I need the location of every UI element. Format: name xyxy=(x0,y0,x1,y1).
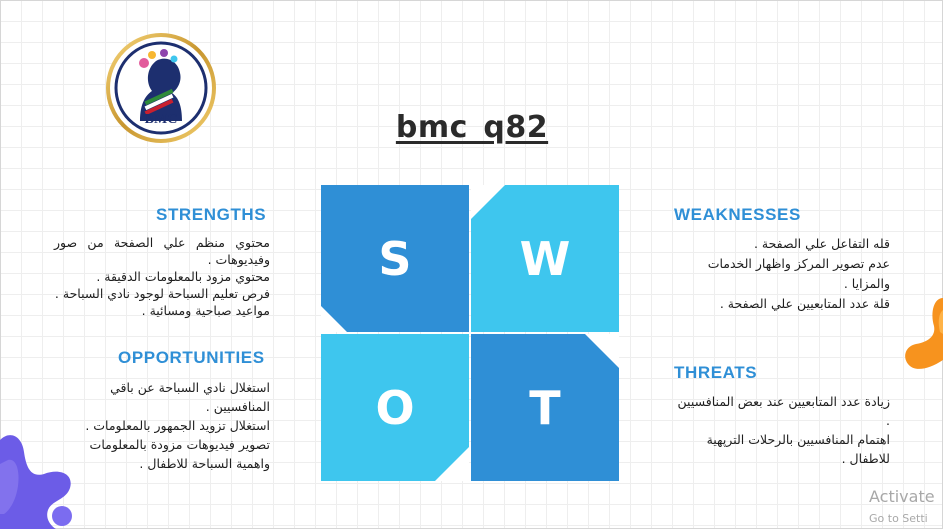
opportunities-heading: OPPORTUNITIES xyxy=(118,348,265,367)
orange-blob-decoration xyxy=(898,290,943,380)
activate-watermark: Activate xyxy=(869,487,935,506)
list-item: تصوير فيديوهات مزودة بالمعلومات واهمية السباحة للاطفال . xyxy=(89,437,270,471)
swot-letter-w: W xyxy=(519,231,571,286)
fold-corner xyxy=(321,306,347,332)
list-item: استغلال تزويد الجمهور بالمعلومات . xyxy=(85,418,270,433)
swot-letter-s: S xyxy=(378,231,412,286)
strengths-list xyxy=(54,234,270,319)
swot-letter-o: O xyxy=(375,380,415,435)
swot-quadrant-o xyxy=(321,334,469,481)
logo-text: BMC xyxy=(144,112,178,127)
list-item: اهتمام المنافسيين بالرحلات الترپهية للاطفال . xyxy=(706,432,890,466)
list-item: عدم تصوير المركز واظهار الخدمات والمزايا . xyxy=(707,256,890,291)
threats-list xyxy=(674,392,890,468)
list-item: قلة عدد المتابعيين علي الصفحة . xyxy=(719,296,890,311)
list-item: مواعيد صباحية ومسائية . xyxy=(141,303,270,318)
list-item: قله التفاعل علي الصفحة . xyxy=(753,236,890,251)
list-item: محتوي منظم علي الصفحة من صور وفيديوهات . xyxy=(54,235,270,267)
threats-heading: THREATS xyxy=(674,363,758,382)
strengths-heading: STRENGTHS xyxy=(156,205,267,224)
fold-corner xyxy=(471,185,505,219)
weaknesses-heading: WEAKNESSES xyxy=(674,205,801,224)
page-title: bmc_q82 xyxy=(395,110,549,145)
weaknesses-list xyxy=(674,234,890,314)
swot-quadrant-w xyxy=(471,185,619,332)
bmc-logo xyxy=(106,33,216,143)
swot-grid xyxy=(321,185,621,483)
swot-quadrant-s xyxy=(321,185,469,332)
list-item: زيادة عدد المتابعيين عند بعض المنافسيين . xyxy=(677,394,890,428)
activate-watermark-sub: Go to Setti xyxy=(869,512,928,525)
purple-blob-decoration xyxy=(0,430,100,529)
list-item: استغلال نادي السباحة عن باقي المنافسيين . xyxy=(110,380,270,414)
fold-corner xyxy=(435,447,469,481)
list-item: محتوي مزود بالمعلومات الدقيقة . xyxy=(96,269,270,284)
fold-corner xyxy=(585,334,619,368)
swot-letter-t: T xyxy=(529,380,561,435)
list-item: فرص تعليم السباحة لوجود نادي السباحة . xyxy=(54,286,270,301)
swot-quadrant-t xyxy=(471,334,619,481)
